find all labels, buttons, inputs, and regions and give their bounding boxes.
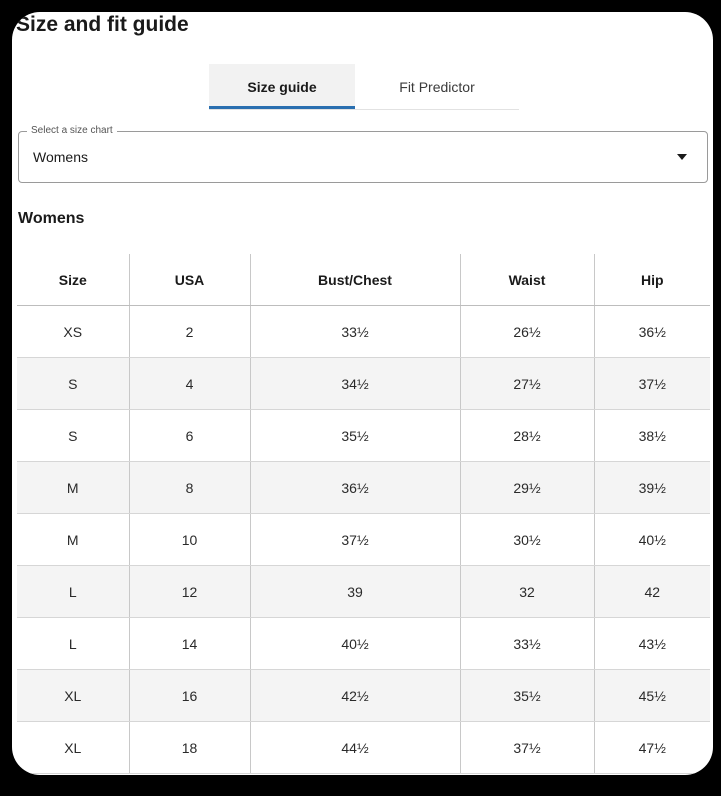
cell-size: L	[17, 566, 129, 618]
column-header-hip: Hip	[594, 254, 710, 306]
cell-waist: 37½	[460, 722, 594, 774]
size-chart-select[interactable]	[18, 125, 708, 183]
cell-hip: 42	[594, 566, 710, 618]
cell-usa: 2	[129, 306, 250, 358]
table-row	[17, 566, 710, 618]
cell-size: XL	[17, 670, 129, 722]
cell-usa: 8	[129, 462, 250, 514]
cell-hip: 40½	[594, 514, 710, 566]
cell-hip: 39½	[594, 462, 710, 514]
table-row	[17, 670, 710, 722]
size-guide-panel	[12, 12, 713, 775]
cell-hip: 37½	[594, 358, 710, 410]
cell-waist: 33½	[460, 618, 594, 670]
cell-waist: 35½	[460, 670, 594, 722]
cell-waist: 28½	[460, 410, 594, 462]
cell-waist: 30½	[460, 514, 594, 566]
table-row	[17, 358, 710, 410]
cell-hip: 43½	[594, 618, 710, 670]
column-header-bust-chest: Bust/Chest	[250, 254, 460, 306]
cell-usa: 16	[129, 670, 250, 722]
cell-hip: 47½	[594, 722, 710, 774]
page-title: Size and fit guide	[16, 13, 189, 36]
table-header-row	[17, 254, 710, 306]
cell-hip: 45½	[594, 670, 710, 722]
cell-waist: 29½	[460, 462, 594, 514]
cell-hip: 36½	[594, 306, 710, 358]
cell-size: L	[17, 618, 129, 670]
table-row	[17, 410, 710, 462]
cell-bust-chest: 44½	[250, 722, 460, 774]
caret-down-icon	[677, 154, 687, 160]
cell-size: XS	[17, 306, 129, 358]
cell-size: M	[17, 514, 129, 566]
cell-bust-chest: 33½	[250, 306, 460, 358]
size-chart-select-value: Womens	[33, 149, 88, 165]
cell-bust-chest: 36½	[250, 462, 460, 514]
cell-waist: 26½	[460, 306, 594, 358]
cell-usa: 12	[129, 566, 250, 618]
cell-hip: 38½	[594, 410, 710, 462]
tab-fit-predictor-label: Fit Predictor	[399, 78, 475, 95]
cell-bust-chest: 37½	[250, 514, 460, 566]
table-row	[17, 514, 710, 566]
column-header-size: Size	[17, 254, 129, 306]
size-table	[17, 254, 710, 774]
cell-bust-chest: 35½	[250, 410, 460, 462]
size-chart-select-label: Select a size chart	[27, 125, 117, 137]
section-title: Womens	[18, 210, 85, 227]
cell-usa: 4	[129, 358, 250, 410]
tab-bar	[209, 64, 519, 110]
cell-bust-chest: 40½	[250, 618, 460, 670]
cell-bust-chest: 39	[250, 566, 460, 618]
table-row	[17, 722, 710, 774]
cell-bust-chest: 42½	[250, 670, 460, 722]
cell-usa: 10	[129, 514, 250, 566]
cell-size: S	[17, 358, 129, 410]
cell-size: M	[17, 462, 129, 514]
tab-size-guide[interactable]	[209, 64, 355, 109]
cell-size: XL	[17, 722, 129, 774]
column-header-waist: Waist	[460, 254, 594, 306]
table-row	[17, 306, 710, 358]
cell-usa: 14	[129, 618, 250, 670]
table-row	[17, 462, 710, 514]
tab-fit-predictor[interactable]	[355, 64, 519, 109]
column-header-usa: USA	[129, 254, 250, 306]
tab-size-guide-label: Size guide	[247, 78, 317, 95]
cell-waist: 32	[460, 566, 594, 618]
cell-size: S	[17, 410, 129, 462]
cell-bust-chest: 34½	[250, 358, 460, 410]
cell-waist: 27½	[460, 358, 594, 410]
table-row	[17, 618, 710, 670]
cell-usa: 6	[129, 410, 250, 462]
cell-usa: 18	[129, 722, 250, 774]
